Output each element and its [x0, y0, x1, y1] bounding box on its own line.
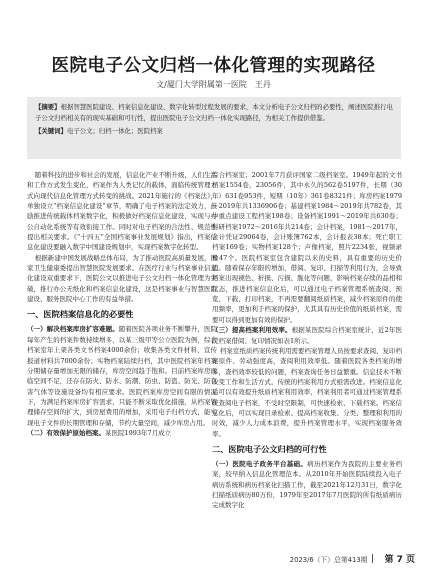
page-footer: [290, 552, 415, 565]
right-paragraph-3: 档案室纸质档案传统利用需要档案管理人员按要求查阅、复印档案原件、劳动强度高，查阅利用效率低。随着医院各类档案的增多，查档效率较低的问题，档案查询任务日益繁重。信息技术不断改变工作和生活方式，传统的档案利用方式亟需改进。档案信息化后可以有效提升纸质档案利用效率，档案利用者可通过档案管理系统查阅电子档案，不受时空限制，可快速检索、下载档案。档案信息化后，可以实现目录检索、提高档案收集、分类、整理和利用的时效，减少人力成本浪费，提升档案管理水平，实现档案服务效率。: [212, 346, 402, 438]
section-2-heading: 二、医院电子公文归档的可行性: [212, 443, 327, 454]
section-1-sub-3-body: 根据某医院综合档案室统计，近2年医院档案借阅、复印情况如表1所示。: [212, 326, 402, 345]
issue-info: 2023/6（下）总第413期: [289, 556, 368, 564]
section-1-sub-1-body: 随着医院各项业务不断攀升，医院每年产生的档案件数持续增多，以某三级甲等公立医院为例，综合档案室年上架各类文书档案4000余份；收集各类文件材料，宣传报道材料共7000余份；实物档案陆续归档，其中医院档案年档案分期储存量增加无限的储存，库房空间趋于饱和。目前档案库房面临空间不足，还存在防火、防水、防潮、防虫、防盗、防光、防有害气体等设施设备均有相应要求。医院档案库房空间有限的情况下，为满足档案库房扩容需求，只能不断采取优化措施，从档案管理储存空间的扩大，到房屋费用的增加，采用电子归档方式，能实现电子文件的长期管理和存储，节约大量空间，减少库房占用。: [27, 325, 218, 427]
abstract-text: 根据智慧医院建设、档案信息化建设、数字化转型过程发展的要求，本文分析电子公文归档的必要性，阐述医院推行电子公文归档相关有的现实基础和可行性，提出医院电子公文归档一体化实现路径，为相关工作提供借鉴。: [35, 103, 393, 122]
intro-paragraph-1: 随着科技的进步和社会的发展，信息化产业不断升级，人们生活和工作方式发生变化，档案作为人类记忆的载体，面临传统管理方式向现代信息化管理方式转变的挑战。2021年施行的《档案法》，单独设立“档案信息化建设”章节，明确了电子档案的法定效力，鼓励推进传统载体档案数字化，积极做好档案信息化建设，实现与办公自动化系统等有效衔接工作。同时对电子档案的合法性、规范性提出相关要求。《“十四五”全国档案事业发展规划》指出，档案信息化建设要融入数字中国建设规划中，实现档案数字化转型。: [27, 171, 217, 252]
section-1-sub-1-title: （一）解决档案库房扩容难题。: [27, 325, 119, 334]
abstract-box: [27, 97, 401, 159]
article-author: 文/厦门大学附属第一医院 王丹: [156, 80, 271, 89]
right-column: [212, 170, 402, 511]
section-1-sub-3-title: （三）提高档案利用效率。: [212, 326, 292, 335]
article-title: 医院电子公文归档一体化管理的实现路径: [51, 56, 376, 76]
section-1-heading: 一、医院档案信息化的必要性: [27, 309, 134, 320]
footer-divider: [372, 554, 373, 563]
keywords-label: 【关键词】: [35, 127, 67, 136]
section-1-sub-2-body: 某医院1993年7月成立: [105, 428, 172, 437]
section-1-sub-2-title: （二）有效保护原始档案。: [27, 428, 105, 437]
keywords-paragraph: [35, 126, 393, 137]
section-2-sub-1-title: （一）医院电子政务平台基础。: [212, 459, 308, 468]
abstract-label: 【摘要】: [35, 103, 61, 111]
page-number: 第 7 页: [384, 555, 415, 565]
section-2-sub-1-body: 病历档案作为我院的主要业务档案，较早纳入信息化管理范本。从2010年开始医院陆续投入电子病历系统和病历档案化扫描工作，截至2021年12月31日，数字化扫描纸质病历80万份，1979年至2017年7月医院的所有纸质病历完成数字化: [212, 459, 403, 510]
left-column: [27, 170, 217, 438]
abstract-paragraph: [35, 102, 393, 123]
right-paragraph-1: 综合档案室；2001年7月获评国家二级档案室。1949年起的文书档案1554卷，23056件，其中永久的562卷5197件，长期（30年）631卷953件，短期（10年）361卷8321件；库房档案1979～2019年共1336906卷；基建档案1984～2019年共782卷，其中重点建设工程档案198卷；设备档案1991～2019年共630卷；科研档案1972～2016年共214卷；会计档案，1981～2017年，会计凭证29064卷，会计账簿762本，会计报表38本；死亡职工档案169卷；实物档案128个；声像档案，照片2234张，视频录像47个。医院档案室包含建院以来的史料，具有重要的历史价值。随着保存年限的增加，借阅、复印、扫描等利用行为，会导致档案出现褪色、折损、污损、脆化等问题，影响档案存续的品相和状态，推进档案信息化后，可以通过电子档案管理系统查阅、预览、下载、打印档案，不再需要翻阅纸质档案，减少档案原件的使用频率，更加利于档案的保护，尤其具有历史价值的纸质档案，需要可以得到更加有效的保护。: [212, 171, 402, 324]
keywords-text: 电子公文；归档一体化；医院档案: [66, 127, 163, 136]
intro-paragraph-2: 根据新建中国发展战略总体布局，为了推动医院高质量发展，国家卫生健康委提出智慧医院发展要求。在医疗行业与档案事业信息化建设双重要求下，医院公文以推进电子公文归档一体化管理为突破，推行办公无纸化和档案信息化建设，这是档案事业与智慧医院建设、服务医院中心工作的有益举措。: [27, 253, 217, 304]
